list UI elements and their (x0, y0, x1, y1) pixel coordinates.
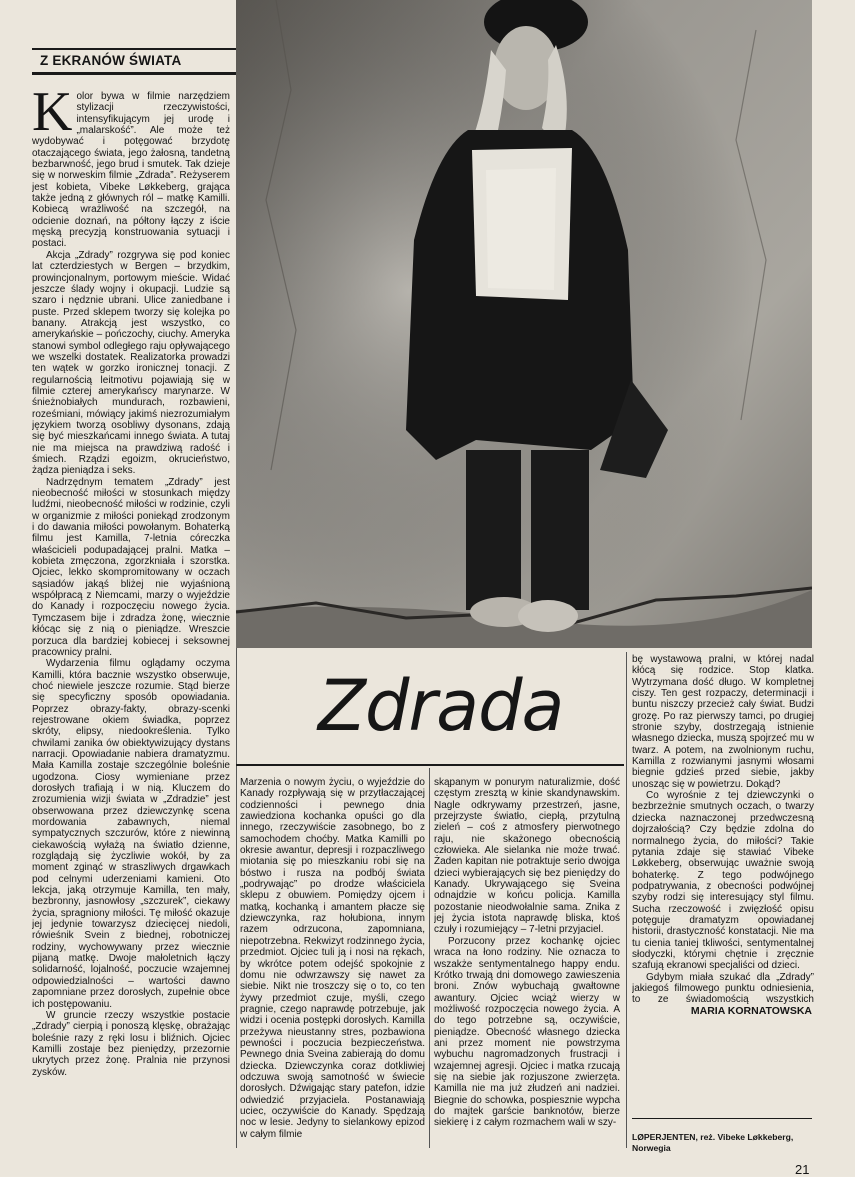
author-signature: MARIA KORNATOWSKA (690, 1005, 812, 1017)
caption-rule (632, 1118, 812, 1119)
article-column-3 (434, 777, 620, 1151)
column-divider (626, 652, 627, 1148)
column-divider (236, 648, 237, 1148)
title-rule (236, 764, 624, 766)
section-rule (32, 72, 236, 75)
paragraph: Marzenia o nowym życiu, o wyjeździe do Kanady rozpływają się w przytłaczającej codzienności i pewnego dnia zawiedziona kochanka opuści go dla innego, rzeczywiście zasobnego, bo z samochodem choćby. Matka Kamilli po okresie awantur, depresji i rozpaczliwego miotania się po mieszkaniu robi się na bóstwo i rusza na podbój świata „podrywając” po drodze właściciela sklepu z obuwiem. Pomiędzy ojcem i matką, kochanką i amantem płacze się dziewczynka, raz hołubiona, innym razem odrzucona, zapomniana, niepotrzebna. Rekwizyt rodzinnego życia, przedmiot. Ojciec tuli ją i nosi na rękach, by wkrótce potem odejść spokojnie z domu nie odwrzawszy się nawet za siebie. Nikt nie troszczy się o to, co ten żywy przedmiot czuje, myśli, czego pragnie, czego naprawdę potrzebuje, jak widzi i ocenia postępki dorosłych. Kamilla przeżywa nieustanny stres, pozbawiona pewności i poczucia bezpieczeństwa. Pewnego dnia Sveina zabierają do domu dziecka. Dziewczynka coraz dotkliwiej odczuwa swoją samotność w świecie dorosłych. Dźwigając stary patefon, idzie odwiedzić przyjaciela. Postanawiają uciec, oczywiście do Kanady. Spędzają noc w lesie. Jedyny to sielankowy epizod w całym filmie (240, 777, 425, 1140)
paragraph: Co wyrośnie z tej dziewczynki o bezbrzeżnie smutnych oczach, o twarzy dziecka naznaczonej przedwczesną dojrzałością? Czy będzie zdolna do normalnego życia, do miłości? Takie pytania zdaje się stawiać Vibeke Løkkeberg, obserwując uważnie swoją bohaterkę. Z tego podwójnego podpatrywania, z obecności podwójnej szyby rodzi się interesujący styl filmu. Sucha rzeczowość i zwięzłość opisu potęguje dramatyzm opowiadanej historii, drastyczność konstatacji. Nie ma tu cienia taniej tkliwości, sentymentalnej słodyczki, którymi chętnie i zręcznie szafują ekranowi specjaliści od dzieci. (632, 790, 814, 972)
paragraph-text: olor bywa w filmie narzędziem stylizacji rzeczywistości, intensyfikującym jej urodę i „malarskość”. Ale może też wydobywać i potęgować brzydotę otaczającego świata, jego żałosną, tandetną bezbarwność, jego brud i smutek. Tak dzieje się w norweskim filmie „Zdrada”. Reżyserem jest kobieta, Vibeke Løkkeberg, grająca także jedną z głównych ról – matkę Kamilli. Kobiecą wrażliwość na szczegół, na odcienie doznań, na półtony łączy z iście męską precyzją konstruowania sytuacji i postaci. (32, 91, 230, 250)
page-number: 21 (795, 1162, 810, 1177)
paragraph: Nadrzędnym tematem „Zdrady” jest nieobecność miłości w stosunkach między ludźmi, nieobecność miłości w rodzinie, czyli w organizmie z miłości poniekąd zrodzonym i do dawania miłości powołanym. Bohaterką filmu jest Kamilla, 7-letnia córeczka właścicieli podupadającej pralni. Matka – kobieta zmęczona, zgorzkniała i szorstka. Ojciec, lekko skompromitowany w oczach sąsiadów jakąś bliżej nie wyjaśnioną współpracą z Niemcami, marzy o wyjeździe do Kanady i rozpoczęciu nowego życia. Tymczasem bije i zdradza żonę, wiecznie kłócąc się z nią o pieniądze. Wreszcie porzuca dla bardziej kobiecej i seksownej pracownicy pralni. (32, 476, 230, 658)
film-still-photo (236, 0, 812, 648)
paragraph: Porzucony przez kochankę ojciec wraca na łono rodziny. Nie oznacza to wszakże sentymentalnego happy endu. Krótko trwają dni domowego zawieszenia broni. Znów wybuchają gwałtowne awantury. Ojciec wciąż wierzy w możliwość rozpoczęcia nowego życia. A do tego potrzebne są, oczywiście, pieniądze. Obecność własnego dziecka ani przez moment nie powstrzyma wybuchu nagromadzonych frustracji i wzajemnej agresji. Ojciec i matka rzucają się na siebie jak rozjuszone zwierzęta. Kamilla nie ma już złudzeń ani nadziei. Biegnie do schowka, pospiesznie wypcha do majtek garście banknotów, bierze siekierę i z całym rozmachem wali w szy- (434, 935, 620, 1129)
article-title: Zdrada (318, 665, 564, 747)
paragraph: W gruncie rzeczy wszystkie postacie „Zdrady” cierpią i ponoszą klęskę, obrażając boleśnie razy z ręki losu i bliźnich. Ojciec Kamilli zostaje bez pieniędzy, przezornie ukrytych przez żonę. Pralnia nie przynosi zysków. (32, 1009, 230, 1078)
paragraph: Wydarzenia filmu oglądamy oczyma Kamilli, która bacznie wszystko obserwuje, choć niewiele jeszcze rozumie. Stąd bierze się specyficzny sposób opowiadania. Poprzez obrazy-fakty, obrazy-scenki rejestrowane okiem świadka, poprzez skróty, elipsy, niedookreślenia. Tylko chwilami zanika ów obiektywizujący dystans narracji. Opowiadanie nabiera dramatyzmu. Mała Kamilla zostaje szczególnie boleśnie ugodzona. Ciosy wymieniane przez dorosłych trafiają i w nią. Kluczem do zrozumienia wizji świata w „Zdradzie” jest obserwowana przez dziewczynkę scena mordowania zabawnych, niemal sympatycznych szczurów, które z niewinną ciekawością wyłażą na światło dzienne, rozglądają się życzliwie wokół, by za moment zginąć w straszliwych drgawkach pod celnymi uderzeniami kamieni. Oto lekcja, jaką otrzymuje Kamilla, ten mały, bezbronny, jasnowłosy „szczurek”, ciekawy życia, spragniony miłości. Tę miłość okazuje jej jedynie towarzysz dziecięcej niedoli, rówieśnik Svein z biednej, robotniczej rodziny, wychowywany przez wiecznie pijaną matkę. Dwoje małoletnich łączy solidarność, lojalność, poczucie wzajemnej odpowiedzialności – wartości dawno zapomniane przez dorosłych, zupełnie obce ich postępowaniu. (32, 658, 230, 1010)
paragraph-intro (32, 91, 230, 250)
section-label: Z EKRANÓW ŚWIATA (40, 53, 182, 68)
top-rule (32, 48, 236, 50)
photo-caption: LØPERJENTEN, reż. Vibeke Løkkeberg, Norwegia (632, 1132, 794, 1153)
article-column-1 (32, 91, 230, 1149)
column-divider (429, 768, 430, 1148)
article-column-2 (240, 777, 425, 1151)
dropcap: K (32, 91, 73, 143)
paragraph: Gdybym miała szukać dla „Zdrady” jakiegoś filmowego punktu odniesienia, to ze świadomością wszystkich (632, 971, 814, 1004)
paragraph: bę wystawową pralni, w której nadal kłócą się rodzice. Stop klatka. Wytrzymana dość długo. W kompletnej ciszy. Ten gest rozpaczy, determinacji i buntu niszczy przecież cały świat. Budzi grozę. Po raz pierwszy tamci, po drugiej stronie szyby, dostrzegają istnienie własnego dziecka, muszą spojrzeć mu w twarz. A potem, na zwolnionym ruchu, Kamilla z rozwianymi jasnymi włosami biegnie gdzieś przed siebie, jakby unosząc się w powietrzu. Dokąd? (632, 654, 814, 790)
article-column-4 (632, 654, 814, 1004)
paragraph: skąpanym w ponurym naturalizmie, dość częstym zresztą w kinie skandynawskim. Nagle odkrywamy przestrzeń, jasne, przejrzyste światło, ciepłą, przytulną zieleń – coś z atmosfery pierwotnego raju, nie skażonego obecnością człowieka. Ale sielanka nie może trwać. Żaden kapitan nie potraktuje serio dwojga dzieci wybierających się bez pieniędzy do Kanady. Ukrywającego się Sveina odnajdzie w końcu policja. Kamilla pozostanie nieodwołalnie sama. Znika z jej życia istota naprawdę bliska, ktoś czuły i rozumiejący – 7-letni przyjaciel. (434, 777, 620, 936)
paragraph: Akcja „Zdrady” rozgrywa się pod koniec lat czterdziestych w Bergen – brzydkim, prowincjonalnym, portowym mieście. Widać jeszcze ślady wojny i okupacji. Ludzie są szaro i nędznie ubrani. Ulice zaniedbane i puste. Przed sklepem tworzy się kolejka po banany. Atrakcją jest wszystko, co amerykańskie – pończochy, ciuchy. Ameryka stanowi symbol odległego raju opływającego we wszelki dostatek. Realizatorka prowadzi ten wątek w gorzko ironicznej tonacji. Z regularnością leitmotivu pojawiają się w filmie czterej amerykańscy marynarze. W śnieżnobiałych mundurach, rozbawieni, roześmiani, mówiący jakimś niezrozumiałym językiem tworzą osobliwy dysonans, zdają się być mieszkańcami innego świata. A tutaj nie ma miejsca na prawdziwą radość i śmiech. Rządzi egoizm, okrucieństwo, żądza pieniądza i seks. (32, 249, 230, 477)
